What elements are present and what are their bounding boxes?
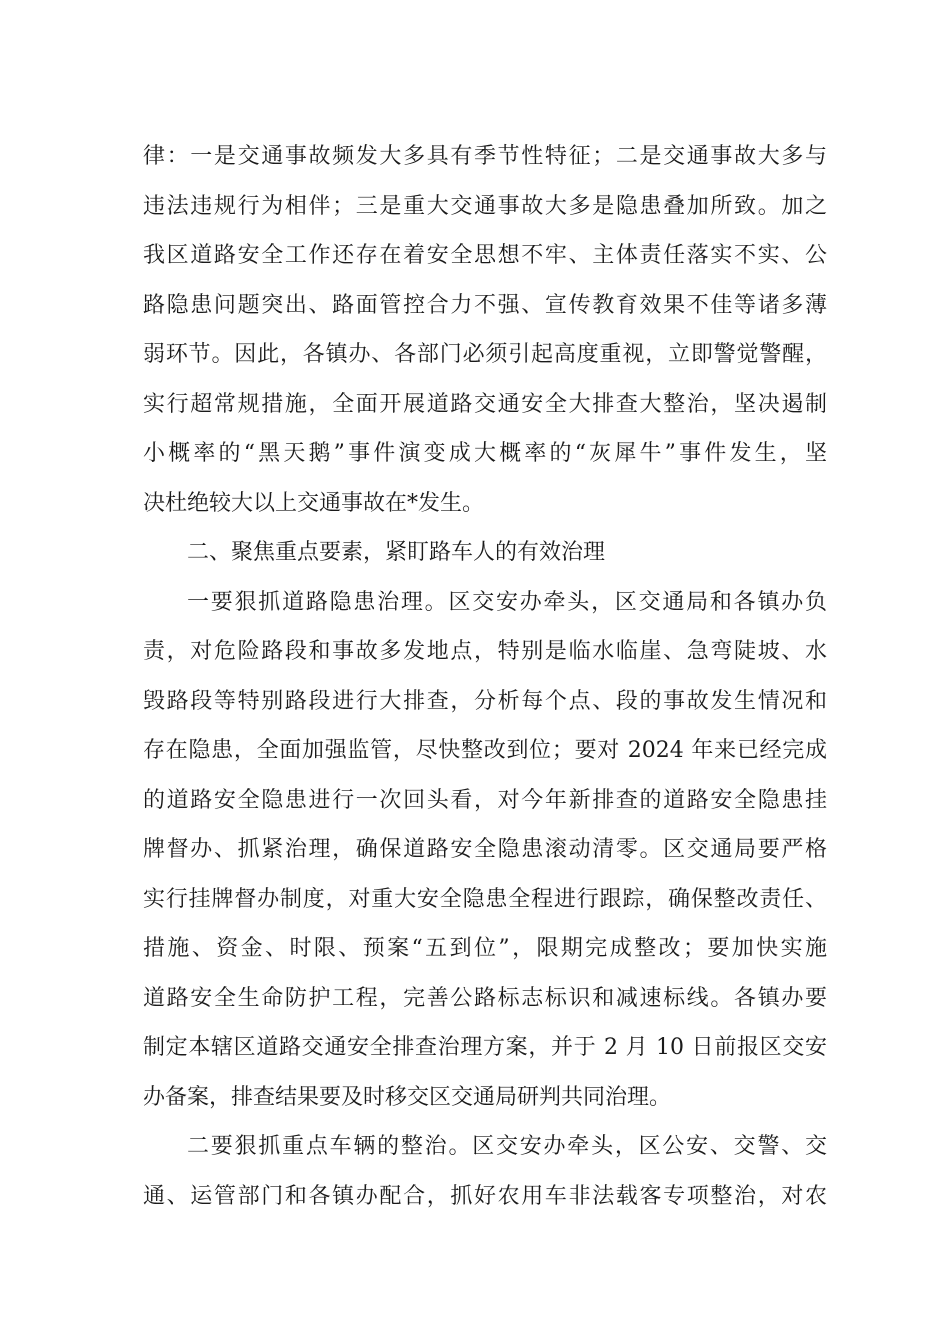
text-line: 毁路段等特别路段进行大排查，分析每个点、段的事故发生情况和 — [143, 688, 827, 714]
text-line: 决杜绝较大以上交通事故在*发生。 — [143, 490, 485, 516]
text-line: 二、聚焦重点要素，紧盯路车人的有效治理 — [187, 540, 606, 565]
text-line: 牌督办、抓紧治理，确保道路安全隐患滚动清零。区交通局要严格 — [143, 837, 827, 862]
text-line: 实行挂牌督办制度，对重大安全隐患全程进行跟踪，确保整改责任、 — [143, 886, 827, 912]
text-line: 二要狠抓重点车辆的整治。区交安办牵头，区公安、交警、交 — [187, 1134, 827, 1159]
text-line: 小概率的“黑天鹅”事件演变成大概率的“灰犀牛”事件发生，坚 — [143, 441, 827, 466]
text-line: 措施、资金、时限、预案“五到位”，限期完成整改；要加快实施 — [143, 936, 827, 961]
text-line: 道路安全生命防护工程，完善公路标志标识和减速标线。各镇办要 — [143, 985, 827, 1011]
text-line: 违法违规行为相伴；三是重大交通事故大多是隐患叠加所致。加之 — [143, 193, 827, 219]
text-line: 实行超常规措施，全面开展道路交通安全大排查大整治，坚决遏制 — [143, 391, 827, 417]
document-body — [143, 132, 827, 1221]
text-line: 我区道路安全工作还存在着安全思想不牢、主体责任落实不实、公 — [143, 243, 827, 268]
text-line: 弱环节。因此，各镇办、各部门必须引起高度重视，立即警觉警醒， — [143, 342, 827, 367]
text-line: 制定本辖区道路交通安全排查治理方案，并于 2 月 10 日前报区交安 — [143, 1035, 827, 1060]
text-line: 路隐患问题突出、路面管控合力不强、宣传教育效果不佳等诸多薄 — [143, 292, 827, 318]
text-line: 存在隐患，全面加强监管，尽快整改到位；要对 2024 年来已经完成 — [143, 738, 827, 763]
text-line: 责，对危险路段和事故多发地点，特别是临水临崖、急弯陡坡、水 — [143, 639, 827, 664]
text-line: 的道路安全隐患进行一次回头看，对今年新排查的道路安全隐患挂 — [143, 787, 827, 813]
text-line: 通、运管部门和各镇办配合，抓好农用车非法载客专项整治，对农 — [143, 1183, 827, 1209]
text-line: 一要狠抓道路隐患治理。区交安办牵头，区交通局和各镇办负 — [187, 589, 827, 615]
text-line: 办备案，排查结果要及时移交区交通局研判共同治理。 — [143, 1084, 672, 1110]
text-line: 律：一是交通事故频发大多具有季节性特征；二是交通事故大多与 — [143, 144, 827, 169]
